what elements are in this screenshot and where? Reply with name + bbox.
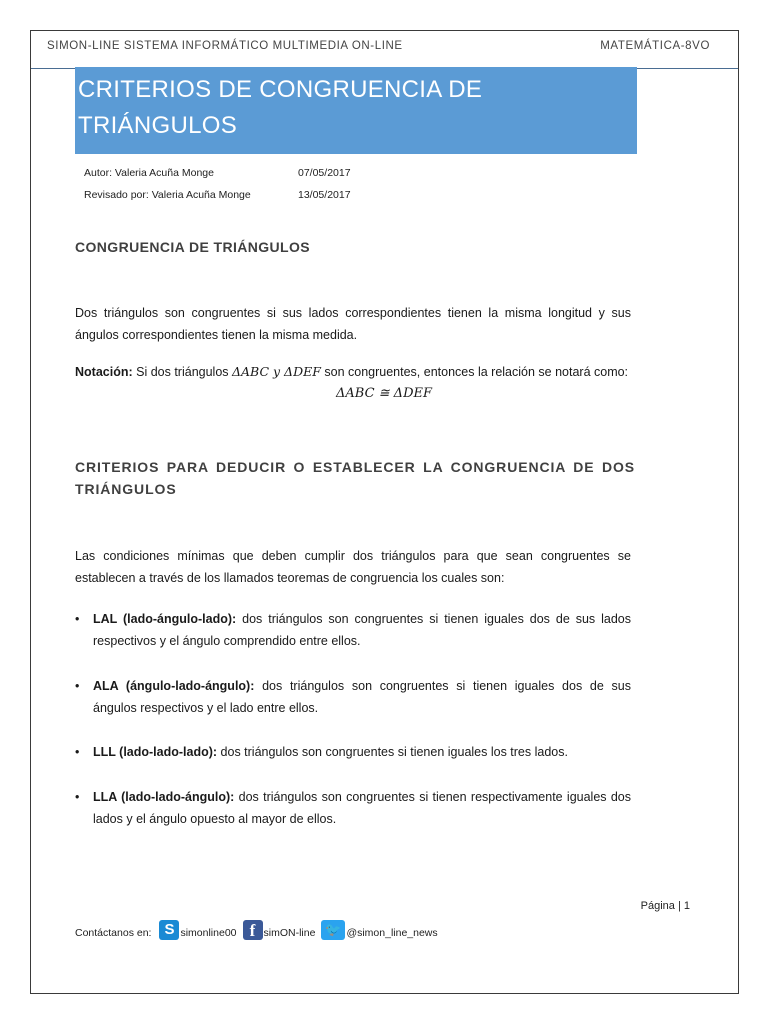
list-item bbox=[75, 675, 631, 719]
title-line-2: TRIÁNGULOS bbox=[78, 112, 238, 139]
notation-label: Notación: bbox=[75, 365, 133, 379]
criterion-label: LAL (lado-ángulo-lado): bbox=[93, 612, 237, 626]
contact-footer bbox=[75, 920, 444, 940]
contact-label: Contáctanos en: bbox=[75, 927, 152, 939]
reviewer-date: 13/05/2017 bbox=[298, 189, 351, 201]
criterion-label: LLL (lado-lado-lado): bbox=[93, 745, 218, 759]
criterion-text: dos triángulos son congruentes si tienen iguales los tres lados. bbox=[217, 745, 568, 759]
document-title bbox=[75, 67, 637, 154]
facebook-icon[interactable]: f bbox=[243, 920, 263, 940]
meta-author-row bbox=[84, 162, 351, 184]
criterion-label: ALA (ángulo-lado-ángulo): bbox=[93, 679, 255, 693]
facebook-handle[interactable]: simON-line bbox=[263, 927, 316, 939]
criterion-text: dos triángulos son congruentes si tienen iguales dos de sus ángulos respectivos y el lado entre ellos. bbox=[93, 679, 631, 715]
bullet-dot: • bbox=[75, 612, 80, 626]
title-line-1: CRITERIOS DE CONGRUENCIA DE bbox=[78, 76, 483, 103]
skype-handle[interactable]: simonline00 bbox=[180, 927, 237, 939]
bullet-dot: • bbox=[75, 790, 80, 804]
meta-reviewer-row bbox=[84, 184, 351, 206]
notation-pre: Si dos triángulos bbox=[132, 365, 232, 379]
page-header bbox=[31, 31, 738, 69]
list-item bbox=[75, 786, 631, 830]
list-item bbox=[75, 608, 631, 652]
section-2-paragraph: Las condiciones mínimas que deben cumplir dos triángulos para que sean congruentes se establecen a través de los llamados teoremas de congruencia los cuales son: bbox=[75, 549, 631, 585]
reviewer-label: Revisado por: Valeria Acuña Monge bbox=[84, 189, 251, 201]
bullet-dot: • bbox=[75, 745, 80, 759]
header-right-text: MATEMÁTICA-8VO bbox=[600, 40, 710, 52]
section-1-heading: CONGRUENCIA DE TRIÁNGULOS bbox=[75, 239, 311, 255]
notation-paragraph bbox=[75, 361, 631, 383]
notation-math: ΔABC y ΔDEF bbox=[232, 364, 321, 379]
document-meta bbox=[84, 162, 351, 206]
criterion-text: dos triángulos son congruentes si tienen iguales dos de sus lados respectivos y el ángulo comprendido entre ellos. bbox=[93, 612, 631, 648]
list-item bbox=[75, 741, 631, 763]
twitter-handle[interactable]: @simon_line_news bbox=[346, 927, 438, 939]
congruence-formula: ΔABC ≅ ΔDEF bbox=[336, 386, 432, 401]
notation-post: son congruentes, entonces la relación se notará como: bbox=[320, 365, 629, 379]
author-date: 07/05/2017 bbox=[298, 167, 351, 179]
page-number: Página | 1 bbox=[640, 900, 690, 912]
criterion-label: LLA (lado-lado-ángulo): bbox=[93, 790, 235, 804]
bullet-dot: • bbox=[75, 679, 80, 693]
header-left-text: SIMON-LINE SISTEMA INFORMÁTICO MULTIMEDIA ON-LINE bbox=[47, 40, 403, 52]
section-1-paragraph: Dos triángulos son congruentes si sus lados correspondientes tienen la misma longitud y sus ángulos correspondientes tienen la misma medida. bbox=[75, 306, 631, 342]
twitter-icon[interactable]: 🐦 bbox=[321, 920, 345, 940]
section-2-heading: CRITERIOS PARA DEDUCIR O ESTABLECER LA CONGRUENCIA DE DOS TRIÁNGULOS bbox=[75, 459, 635, 497]
criterion-text: dos triángulos son congruentes si tienen respectivamente iguales dos lados y el ángulo opuesto al mayor de ellos. bbox=[93, 790, 632, 826]
author-label: Autor: Valeria Acuña Monge bbox=[84, 167, 214, 179]
skype-icon[interactable]: S bbox=[159, 920, 179, 940]
